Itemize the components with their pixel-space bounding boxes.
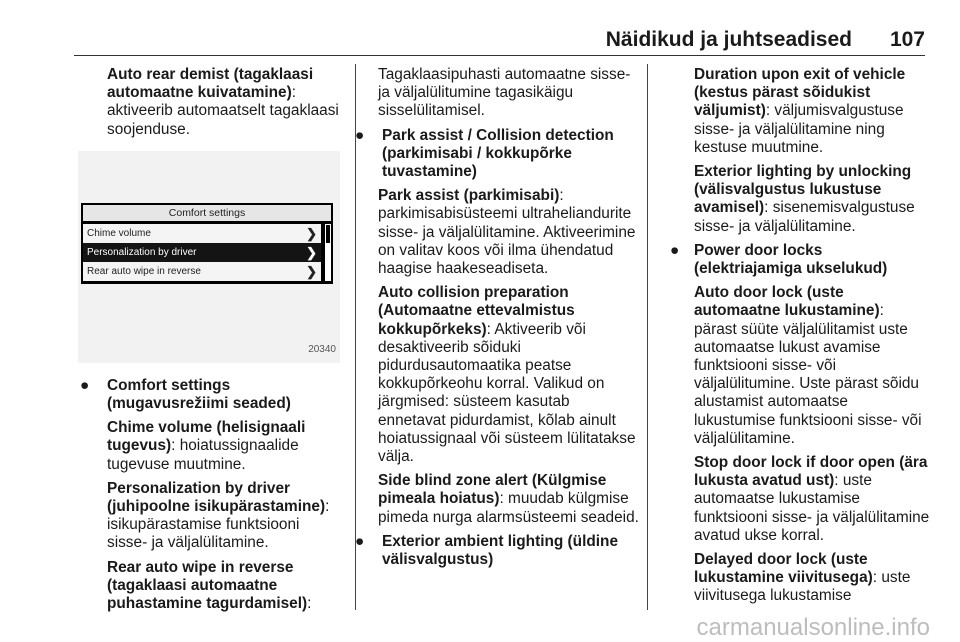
paragraph-auto-door-lock: Auto door lock (uste automaatne lukustamine): pärast süüte väljalülitamist uste automaatse lukust avamise funktsiooni sisse- või väljalülitumine. Uste pärast sõidu alustamist automaatse lukustumise funktsiooni sisse- või väljalülitamine.	[694, 284, 922, 447]
header-rule	[74, 55, 925, 56]
bullet-icon: ●	[80, 376, 90, 394]
bullet-comfort-settings: ● Comfort settings (mugavusrežiimi seaded)	[80, 376, 291, 413]
scrollbar-thumb	[326, 225, 330, 243]
paragraph-stop-door-lock: Stop door lock if door open (ära lukusta avatud ust): uste automaatse lukustamise funktsiooni sisse- ja väljalülitamine avatud ukse korral.	[694, 454, 930, 544]
screen-title: Comfort settings	[83, 205, 331, 221]
paragraph-auto-collision: Auto collision preparation (Automaatne ettevalmistus kokkupõrkeks): Aktiveerib või desaktiveerib sõiduki pidurdusautomaatika peatse kokkupõrkeohu korral. Valikud on järgmised: süsteem kasutab ennetavat pidurdamist, kõlab ainult hoiatussignaal või süsteem lülitatakse välja.	[378, 284, 636, 466]
scrollbar	[325, 224, 331, 281]
menu-item-personalization: Personalization by driver ❯	[83, 243, 321, 262]
paragraph-personalization: Personalization by driver (juhipoolne isikupärastamine): isikupärastamise funktsiooni sisse- ja väljalülitamine.	[107, 479, 330, 552]
column-2	[355, 66, 640, 575]
bullet-icon: ●	[355, 532, 365, 550]
column-3	[668, 66, 930, 612]
page-title: Näidikud ja juhtseadised	[605, 28, 852, 51]
paragraph-rear-wipe-cont: Tagaklaasipuhasti automaatne sisse- ja väljalülitumine tagasikäigu sisselülitamisel.	[378, 66, 631, 120]
page-number: 107	[889, 28, 925, 51]
watermark: carmanualsonline.info	[696, 614, 930, 641]
chevron-right-icon: ❯	[306, 263, 317, 279]
chevron-right-icon: ❯	[306, 225, 317, 241]
paragraph-duration-exit: Duration upon exit of vehicle (kestus pärast sõidukist väljumist): väljumisvalgustuse sisse- ja väljalülitamine ning kestuse muutmine.	[694, 66, 906, 156]
page-header	[0, 28, 960, 50]
paragraph-park-assist: Park assist (parkimisabi): parkimisabisüsteemi ultraheliandurite sisse- ja väljalülitamine. Aktiveerimine on valitav koos või ilma ühendatud haagise haakeseadiseta.	[378, 187, 636, 278]
bullet-power-door-locks: ● Power door locks (elektriajamiga ukselukud)	[670, 241, 888, 278]
menu-item-chime-volume: Chime volume ❯	[83, 224, 321, 243]
figure-number: 20340	[308, 343, 336, 355]
paragraph-exterior-unlock: Exterior lighting by unlocking (välisvalgustus lukustuse avamisel): sisenemisvalgustuse sisse- ja väljalülitamine.	[694, 163, 915, 235]
paragraph-side-blind-zone: Side blind zone alert (Külgmise pimeala hoiatus): muudab külgmise pimeda nurga alarmsüsteemi seadeid.	[378, 472, 639, 526]
paragraph-chime-volume: Chime volume (helisignaali tugevus): hoiatussignaalide tugevuse muutmine.	[107, 419, 306, 473]
paragraph-rear-auto-wipe: Rear auto wipe in reverse (tagaklaasi automaatne puhastamine tagurdamisel):	[107, 558, 312, 613]
chevron-right-icon: ❯	[306, 244, 317, 260]
menu-item-rear-auto-wipe: Rear auto wipe in reverse ❯	[83, 262, 321, 281]
bullet-park-assist: ● Park assist / Collision detection (parkimisabi / kokkupõrke tuvastamine)	[355, 126, 614, 181]
bullet-icon: ●	[355, 126, 365, 144]
bullet-exterior-lighting: ● Exterior ambient lighting (üldine välisvalgustus)	[355, 532, 618, 569]
display-screen	[81, 203, 333, 284]
column-divider	[647, 64, 648, 610]
paragraph-auto-rear-demist: Auto rear demist (tagaklaasi automaatne kuivatamine): aktiveerib automaatselt tagaklaasi soojenduse.	[107, 66, 339, 138]
bullet-icon: ●	[670, 241, 680, 259]
paragraph-delayed-door-lock: Delayed door lock (uste lukustamine viivitusega): uste viivitusega lukustamise	[694, 551, 911, 605]
column-1	[78, 66, 340, 619]
comfort-settings-figure	[78, 151, 340, 363]
